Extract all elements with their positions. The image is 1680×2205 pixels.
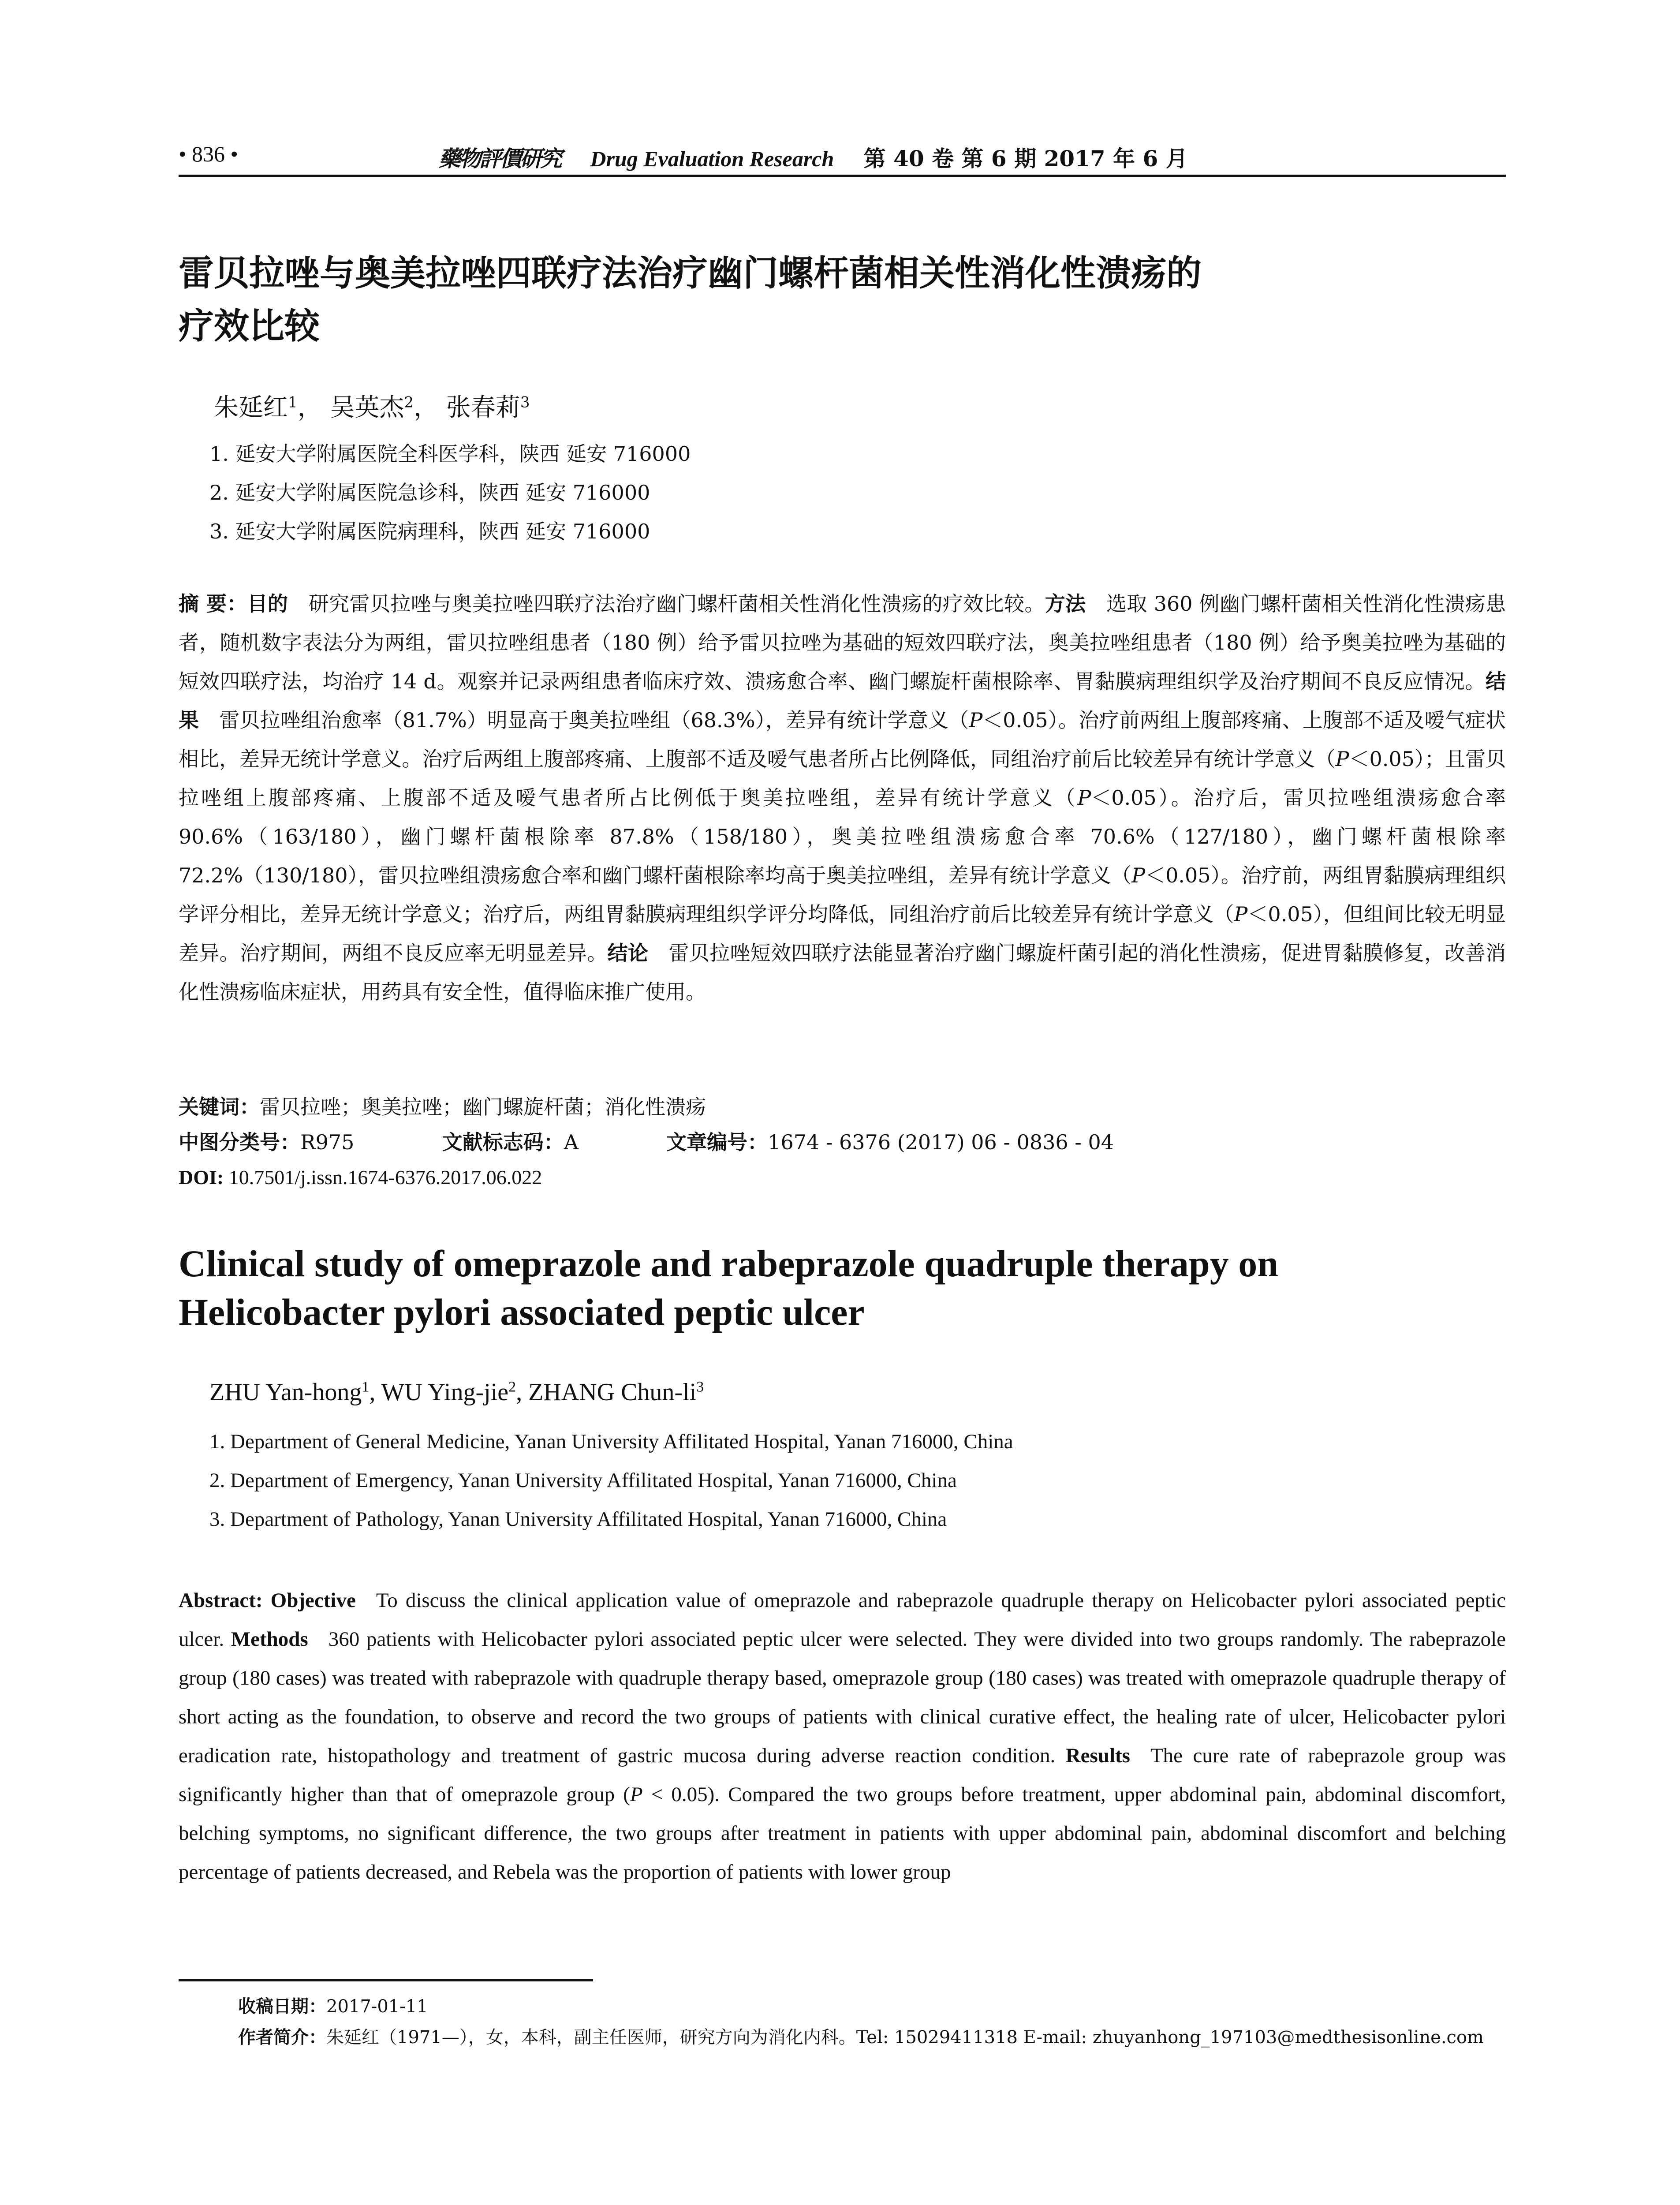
cn-classification: 中图分类号：R975 文献标志码：A 文章编号：1674 - 6376 (2017) 06 - 0836 - 04 <box>179 1130 1114 1154</box>
cn-affiliation: 2. 延安大学附属医院急诊科，陕西 延安 716000 <box>209 481 650 505</box>
running-header <box>179 139 1506 177</box>
journal-en-name: Drug Evaluation Research <box>590 146 834 171</box>
en-affiliations <box>209 1422 1013 1539</box>
doi-line: DOI: 10.7501/j.issn.1674-6376.2017.06.022 <box>179 1166 542 1188</box>
cn-authors: 朱延红$^1$， 吴英杰$^2$， 张春莉$^3$ <box>214 393 530 422</box>
cn-title: 雷贝拉唑与奥美拉唑四联疗法治疗幽门螺杆菌相关性消化性溃疡的 疗效比较 <box>179 253 1202 347</box>
journal-info <box>439 141 1188 173</box>
journal-cn-logo: 藥物評價研究 <box>439 146 560 172</box>
cn-affiliation: 3. 延安大学附属医院病理科，陕西 延安 716000 <box>209 519 650 543</box>
en-affiliation: 1. Department of General Medicine, Yanan University Affilitated Hospital, Yanan 716000, China <box>209 1430 1013 1453</box>
cn-affiliations <box>209 434 691 551</box>
en-title: Clinical study of omeprazole and rabeprazole quadruple therapy on Helicobacter pylori associated peptic ulcer <box>179 1242 1279 1333</box>
issue-info: 第 40 卷 第 6 期 2017 年 6 月 <box>863 146 1188 172</box>
en-abstract: Abstract: Objective To discuss the clinical application value of omeprazole and rabeprazole quadruple therapy on Helicobacter pylori associated peptic ulcer. Methods 360 patients with Helicobacter pylori associated peptic ulcer were selected. They were divided into two groups randomly. The rabeprazole group (180 cases) was treated with rabeprazole with quadruple therapy based, omeprazole group (180 cases) was treated with omeprazole quadruple therapy of short acting as the foundation, to observe and record the two groups of patients with clinical curative effect, the healing rate of ulcer, Helicobacter pylori eradication rate, histopathology and treatment of gastric mucosa during adverse reaction condition. Results The cure rate of rabeprazole group was significantly higher than that of omeprazole group (P < 0.05). Compared the two groups before treatment, upper abdominal pain, abdominal discomfort, belching symptoms, no significant difference, the two groups after treatment in patients with upper abdominal pain, abdominal discomfort and belching percentage of patients decreased, and Rebela was the proportion of patients with lower group <box>179 1589 1506 1884</box>
cn-keywords: 关键词：雷贝拉唑；奥美拉唑；幽门螺旋杆菌；消化性溃疡 <box>179 1095 706 1119</box>
page-number: • 836 • <box>179 142 239 166</box>
en-affiliation: 2. Department of Emergency, Yanan University Affilitated Hospital, Yanan 716000, China <box>209 1469 957 1492</box>
footnote-author: 作者简介：朱延红（1971—），女，本科，副主任医师，研究方向为消化内科。Tel: 15029411318 E-mail: zhuyanhong_197103@medthesisonline.com <box>238 2027 1484 2048</box>
footnote-rule <box>179 1979 593 1981</box>
cn-abstract: 摘 要：目的 研究雷贝拉唑与奥美拉唑四联疗法治疗幽门螺杆菌相关性消化性溃疡的疗效比较。方法 选取 360 例幽门螺杆菌相关性消化性溃疡患者，随机数字表法分为两组，雷贝拉唑组患者（180 例）给予雷贝拉唑为基础的短效四联疗法，奥美拉唑组患者（180 例）给予奥美拉唑为基础的短效四联疗法，均治疗 14 d。观察并记录两组患者临床疗效、溃疡愈合率、幽门螺旋杆菌根除率、胃黏膜病理组织学及治疗期间不良反应情况。结果 雷贝拉唑组治愈率（81.7%）明显高于奥美拉唑组（68.3%），差异有统计学意义（P＜0.05）。治疗前两组上腹部疼痛、上腹部不适及嗳气症状相比，差异无统计学意义。治疗后两组上腹部疼痛、上腹部不适及嗳气患者所占比例降低，同组治疗前后比较差异有统计学意义（P＜0.05）；且雷贝拉唑组上腹部疼痛、上腹部不适及嗳气患者所占比例低于奥美拉唑组，差异有统计学意义（P＜0.05）。治疗后，雷贝拉唑组溃疡愈合率 90.6%（163/180），幽门螺杆菌根除率 87.8%（158/180），奥美拉唑组溃疡愈合率 70.6%（127/180），幽门螺杆菌根除率 72.2%（130/180），雷贝拉唑组溃疡愈合率和幽门螺杆菌根除率均高于奥美拉唑组，差异有统计学意义（P＜0.05）。治疗前，两组胃黏膜病理组织学评分相比，差异无统计学意义；治疗后，两组胃黏膜病理组织学评分均降低，同组治疗前后比较差异有统计学意义（P＜0.05），但组间比较无明显差异。治疗期间，两组不良反应率无明显差异。结论 雷贝拉唑短效四联疗法能显著治疗幽门螺旋杆菌引起的消化性溃疡，促进胃黏膜修复，改善消化性溃疡临床症状，用药具有安全性，值得临床推广使用。 <box>179 592 1506 1004</box>
en-authors: ZHU Yan-hong$^1$, WU Ying-jie$^2$, ZHANG Chun-$li^3$ <box>209 1379 704 1406</box>
doi-link[interactable]: 10.7501/j.issn.1674-6376.2017.06.022 <box>228 1166 542 1188</box>
en-affiliation: 3. Department of Pathology, Yanan University Affilitated Hospital, Yanan 716000, China <box>209 1508 947 1531</box>
cn-affiliation: 1. 延安大学附属医院全科医学科，陕西 延安 716000 <box>209 442 691 466</box>
footnote-received: 收稿日期：2017-01-11 <box>238 1996 428 2017</box>
